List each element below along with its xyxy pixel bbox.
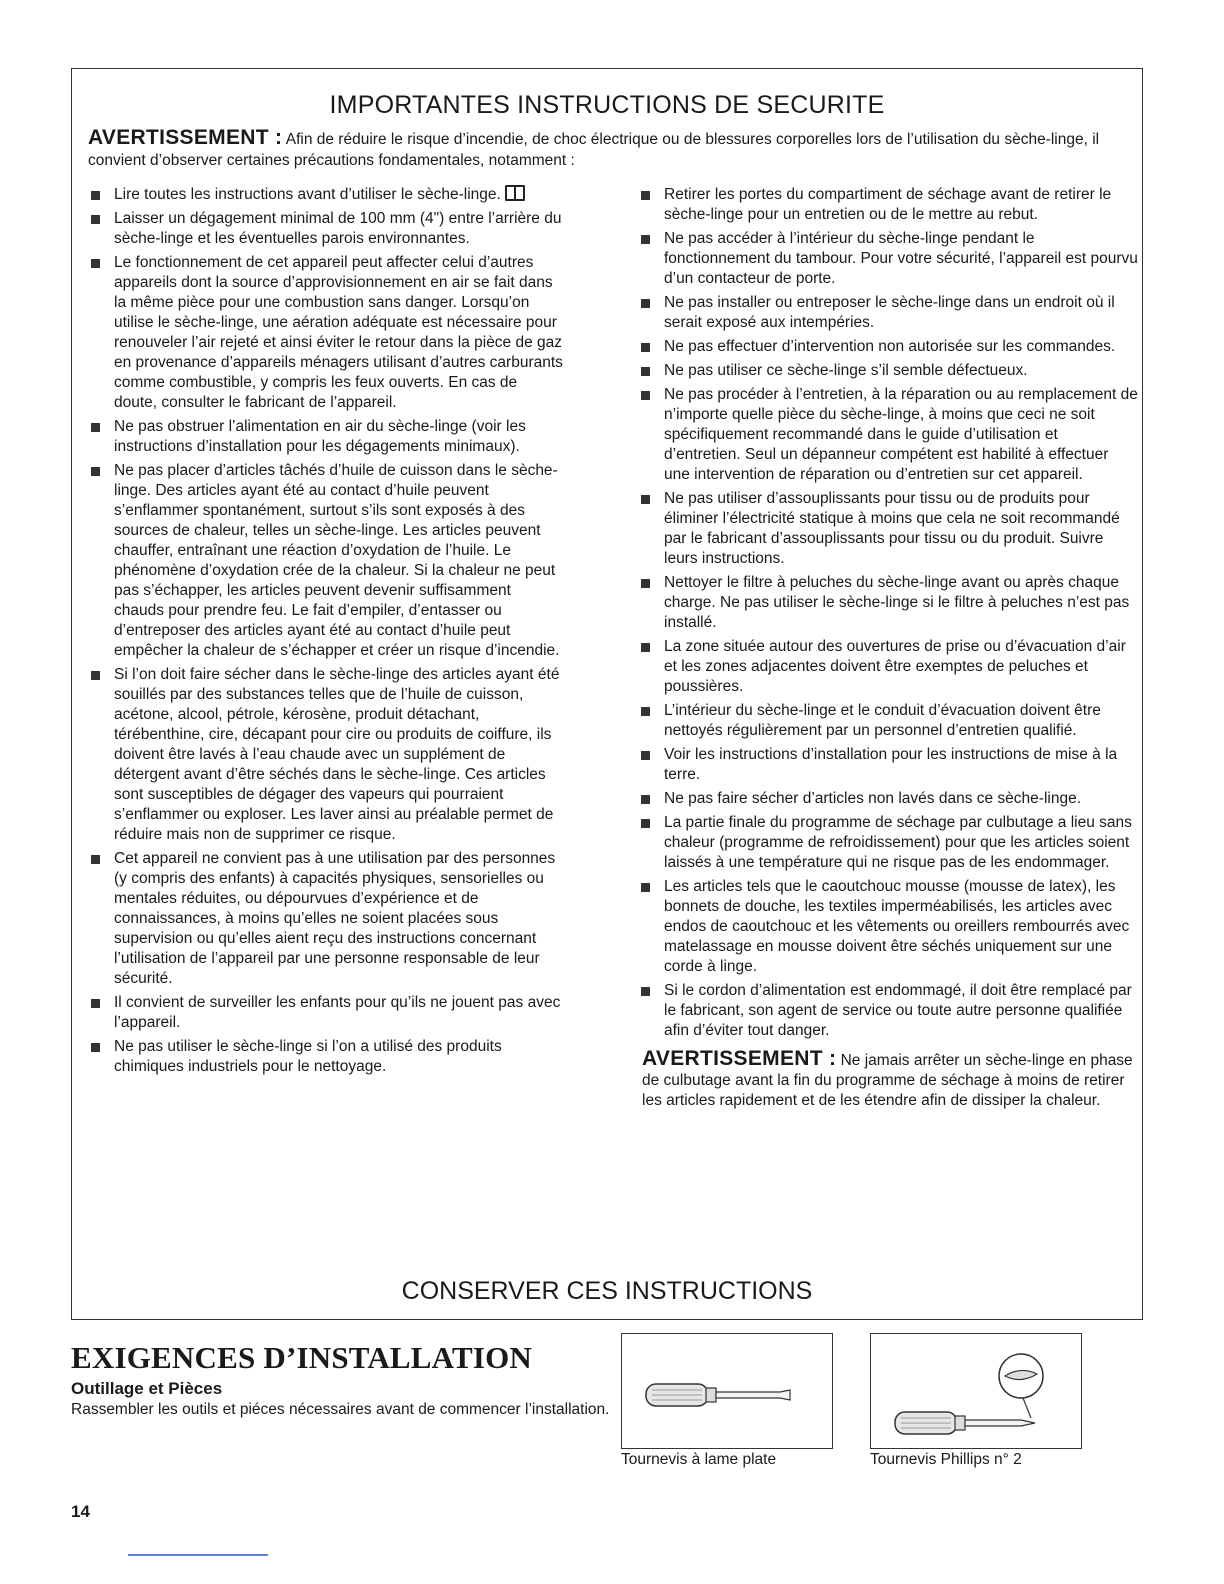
right-item	[638, 701, 1138, 741]
left-bullet-list	[88, 185, 563, 1077]
right-item	[638, 573, 1138, 633]
left-item-text: Le fonctionnement de cet appareil peut affecter celui d’autres appareils dont la source d’approvisionnement en air se fait dans la même pièce pour une combustion sans danger. Lorsqu’on utilise le sèche-linge, une aération adéquate est nécessaire pour renouveler l’air rejeté et ainsi éviter le retour dans la pièce de gaz en provenance d’appareils ménagers utilisant d’autres carburants comme combustible, y compris les feux ouverts. En cas de doute, consulter le fabricant de l’appareil.	[114, 254, 563, 411]
phillips-screwdriver-figure	[870, 1333, 1082, 1449]
left-item-text: Lire toutes les instructions avant d’utiliser le sèche-linge.	[114, 186, 501, 203]
square-bullet-icon	[641, 235, 650, 244]
right-item	[638, 293, 1138, 333]
safety-instructions-box	[71, 68, 1143, 1320]
safety-intro	[88, 127, 1128, 171]
right-item-text: Ne pas accéder à l’intérieur du sèche-linge pendant le fonctionnement du tambour. Pour votre sécurité, l’appareil est pourvu d’un contacteur de porte.	[664, 230, 1138, 287]
right-bullet-list	[638, 185, 1138, 1041]
right-item-text: L’intérieur du sèche-linge et le conduit d’évacuation doivent être nettoyés régulièrement par un personnel d’entretien qualifié.	[664, 702, 1101, 739]
left-item-text: Il convient de surveiller les enfants pour qu’ils ne jouent pas avec l’appareil.	[114, 994, 561, 1031]
square-bullet-icon	[641, 819, 650, 828]
left-item	[88, 849, 563, 989]
right-item-text: Si le cordon d’alimentation est endommagé, il doit être remplacé par le fabricant, son agent de service ou toute autre personne qualifiée afin d’éviter tout danger.	[664, 982, 1132, 1039]
left-item-text: Cet appareil ne convient pas à une utilisation par des personnes (y compris des enfants) à capacités physiques, sensorielles ou mentales réduites, ou dépourvues d’expérience et de connaissances, à moins qu’elles ne soient placées sous supervision ou qu’elles aient reçu des instructions concernant l’utilisation de l’appareil par une personne responsable de leur sécurité.	[114, 850, 556, 987]
square-bullet-icon	[641, 495, 650, 504]
square-bullet-icon	[641, 579, 650, 588]
right-item	[638, 229, 1138, 289]
left-item-text: Laisser un dégagement minimal de 100 mm (4") entre l’arrière du sèche-linge et les éventuelles parois environnantes.	[114, 210, 562, 247]
square-bullet-icon	[641, 343, 650, 352]
phillips-screwdriver-caption: Tournevis Phillips n° 2	[870, 1451, 1022, 1468]
flat-screwdriver-figure	[621, 1333, 833, 1449]
square-bullet-icon	[91, 1043, 100, 1052]
square-bullet-icon	[641, 987, 650, 996]
right-item	[638, 489, 1138, 569]
final-warning-label: AVERTISSEMENT :	[642, 1047, 837, 1070]
square-bullet-icon	[641, 367, 650, 376]
square-bullet-icon	[641, 707, 650, 716]
right-item-text: Les articles tels que le caoutchouc mousse (mousse de latex), les bonnets de douche, les textiles imperméabilisés, les articles avec endos de caoutchouc et les vêtements ou oreillers rembourrés avec matelassage en mousse doivent être séchés uniquement sur une corde à linge.	[664, 878, 1130, 975]
square-bullet-icon	[91, 423, 100, 432]
left-item	[88, 993, 563, 1033]
final-warning	[638, 1049, 1138, 1111]
final-warning-text: Ne jamais arrêter un sèche-linge en phase de culbutage avant la fin du programme de séchage à moins de retirer les articles rapidement et de les étendre afin de dissiper la chaleur.	[642, 1052, 1133, 1109]
left-item	[88, 253, 563, 413]
right-item-text: Ne pas utiliser ce sèche-linge s’il semble défectueux.	[664, 362, 1028, 379]
conserve-instructions: CONSERVER CES INSTRUCTIONS	[401, 1277, 813, 1305]
right-item	[638, 981, 1138, 1041]
right-item	[638, 385, 1138, 485]
square-bullet-icon	[91, 259, 100, 268]
square-bullet-icon	[641, 751, 650, 760]
square-bullet-icon	[91, 191, 100, 200]
right-item-text: Nettoyer le filtre à peluches du sèche-linge avant ou après chaque charge. Ne pas utiliser le sèche-linge si le filtre à peluches n’est pas installé.	[664, 574, 1130, 631]
left-item-text: Ne pas obstruer l’alimentation en air du sèche-linge (voir les instructions d’installation pour les dégagements minimaux).	[114, 418, 526, 455]
page-number: 14	[71, 1502, 90, 1521]
tools-heading: Outillage et Pièces	[71, 1379, 223, 1398]
left-item-text: Ne pas utiliser le sèche-linge si l’on a utilisé des produits chimiques industriels pour le nettoyage.	[114, 1038, 502, 1075]
right-item-text: Ne pas faire sécher d’articles non lavés dans ce sèche-linge.	[664, 790, 1082, 807]
square-bullet-icon	[91, 467, 100, 476]
left-item	[88, 665, 563, 845]
square-bullet-icon	[641, 883, 650, 892]
left-item	[88, 461, 563, 661]
left-item	[88, 1037, 563, 1077]
right-item-text: Ne pas installer ou entreposer le sèche-linge dans un endroit où il serait exposé aux intempéries.	[664, 294, 1115, 331]
right-item-text: La zone située autour des ouvertures de prise ou d’évacuation d’air et les zones adjacentes doivent être exemptes de peluches et poussières.	[664, 638, 1126, 695]
left-item-text: Si l’on doit faire sécher dans le sèche-linge des articles ayant été souillés par des substances telles que de l’huile de cuisson, acétone, alcool, pétrole, kérosène, produit détachant, térébenthine, cire, décapant pour cire ou produits de coiffure, ils doivent être lavés à l’eau chaude avec un supplément de détergent avant d’être séchés dans le sèche-linge. Ces articles sont susceptibles de dégager des vapeurs qui pourraient s’enflammer ou exploser. Les laver ainsi au préalable permet de réduire mais non de supprimer ce risque.	[114, 666, 560, 843]
right-item	[638, 745, 1138, 785]
right-item	[638, 813, 1138, 873]
square-bullet-icon	[641, 299, 650, 308]
right-item-text: Ne pas procéder à l’entretien, à la réparation ou au remplacement de n’importe quelle pièce du sèche-linge, à moins que ceci ne soit spécifiquement recommandé dans le guide d’utilisation et d’entretien. Seul un dépanneur compétent est habilité à effectuer une intervention de réparation ou d’entretien sur cet appareil.	[664, 386, 1138, 483]
book-icon	[505, 185, 525, 201]
right-item-text: La partie finale du programme de séchage par culbutage a lieu sans chaleur (programme de refroidissement) pour que les articles soient laissés à une température qui ne risque pas de les endommager.	[664, 814, 1132, 871]
square-bullet-icon	[641, 391, 650, 400]
right-item	[638, 877, 1138, 977]
intro-text: Afin de réduire le risque d’incendie, de choc électrique ou de blessures corporelles lors de l’utilisation du sèche-linge, il convient d’observer certaines précautions fondamentales, notamment :	[88, 131, 1100, 169]
square-bullet-icon	[91, 671, 100, 680]
phillips-screwdriver-icon	[871, 1334, 1081, 1448]
right-column	[638, 185, 1138, 1111]
installation-title: EXIGENCES D’INSTALLATION	[71, 1340, 533, 1375]
square-bullet-icon	[91, 215, 100, 224]
flat-screwdriver-icon	[622, 1334, 832, 1448]
right-item	[638, 185, 1138, 225]
scan-artifact-line	[128, 1554, 268, 1556]
square-bullet-icon	[91, 855, 100, 864]
right-item-text: Retirer les portes du compartiment de séchage avant de retirer le sèche-linge pour un entretien ou de le mettre au rebut.	[664, 186, 1112, 223]
right-item	[638, 789, 1138, 809]
left-item	[88, 185, 563, 205]
square-bullet-icon	[91, 999, 100, 1008]
square-bullet-icon	[641, 191, 650, 200]
right-item	[638, 637, 1138, 697]
left-item	[88, 417, 563, 457]
square-bullet-icon	[641, 795, 650, 804]
tools-text: Rassembler les outils et piéces nécessaires avant de commencer l’installation.	[71, 1401, 610, 1418]
square-bullet-icon	[641, 643, 650, 652]
safety-title: IMPORTANTES INSTRUCTIONS DE SECURITE	[329, 91, 885, 119]
left-column	[88, 185, 563, 1081]
right-item	[638, 361, 1138, 381]
left-item-text: Ne pas placer d’articles tâchés d’huile de cuisson dans le sèche-linge. Des articles ayant été au contact d’huile peuvent s’enflammer spontanément, surtout s’ils sont exposés à des sources de chaleur, telles un sèche-linge. Les articles peuvent chauffer, entraînant une réaction d’oxydation de l’huile. Le phénomène d’oxydation crée de la chaleur. Si la chaleur ne peut pas s’échapper, les articles peuvent devenir suffisamment chauds pour prendre feu. Le fait d’empiler, d’entasser ou d’entreposer des articles ayant été au contact d’huile peut empêcher la chaleur de s’échapper et créer un risque d’incendie.	[114, 462, 560, 659]
flat-screwdriver-caption: Tournevis à lame plate	[621, 1451, 777, 1468]
right-item	[638, 337, 1138, 357]
right-item-text: Ne pas utiliser d’assouplissants pour tissu ou de produits pour éliminer l’électricité statique à moins que cela ne soit recommandé par le fabricant d’assouplissants pour tissu ou du produit. Suivre leurs instructions.	[664, 490, 1120, 567]
left-item	[88, 209, 563, 249]
right-item-text: Ne pas effectuer d’intervention non autorisée sur les commandes.	[664, 338, 1116, 355]
warning-label: AVERTISSEMENT :	[88, 126, 283, 149]
right-item-text: Voir les instructions d’installation pour les instructions de mise à la terre.	[664, 746, 1118, 783]
